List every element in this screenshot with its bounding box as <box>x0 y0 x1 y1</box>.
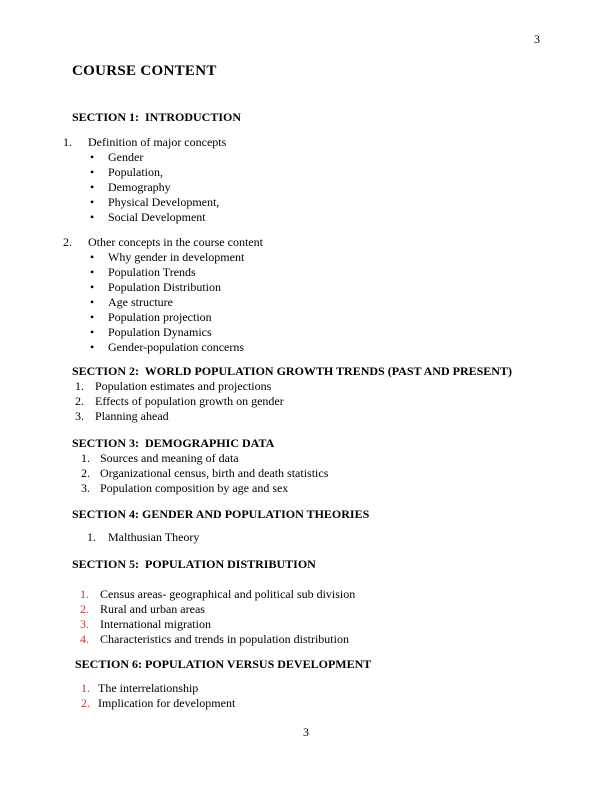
list-item-text: Sources and meaning of data <box>100 451 239 465</box>
list-item-text: Population composition by age and sex <box>100 481 289 495</box>
list-item-number: 1. <box>63 135 72 149</box>
list-item <box>0 632 612 647</box>
bullet-item <box>0 165 612 180</box>
list-item-number: 3. <box>81 481 90 495</box>
bullet-item <box>0 265 612 280</box>
section-2-heading: SECTION 2: WORLD POPULATION GROWTH TRENDS (PAST AND PRESENT) <box>72 364 512 378</box>
list-item-text: Other concepts in the course content <box>88 235 263 249</box>
bullet-item-text: Demography <box>108 180 171 194</box>
list-item <box>0 602 612 617</box>
list-item <box>0 681 612 696</box>
bullet-icon: • <box>90 195 95 209</box>
section-4-heading: SECTION 4: GENDER AND POPULATION THEORIES <box>72 507 370 521</box>
bullet-icon: • <box>90 280 95 294</box>
document-title: COURSE CONTENT <box>72 63 217 79</box>
list-item <box>0 409 612 424</box>
bullet-icon: • <box>90 250 95 264</box>
list-item-text: Planning ahead <box>95 409 169 423</box>
bullet-item <box>0 180 612 195</box>
footer-page-number: 3 <box>303 725 309 739</box>
list-item-number: 1. <box>81 681 90 695</box>
section-5-heading: SECTION 5: POPULATION DISTRIBUTION <box>72 557 316 571</box>
list-item <box>0 466 612 481</box>
list-item <box>0 530 612 545</box>
bullet-item-text: Population Trends <box>108 265 196 279</box>
bullet-icon: • <box>90 340 95 354</box>
list-item-text: Population estimates and projections <box>95 379 272 393</box>
list-item-number: 2. <box>75 394 84 408</box>
bullet-item <box>0 150 612 165</box>
bullet-icon: • <box>90 265 95 279</box>
list-item <box>0 587 612 602</box>
list-item-number: 2. <box>63 235 72 249</box>
list-item <box>0 394 612 409</box>
list-item-text: The interrelationship <box>98 681 199 695</box>
bullet-item-text: Population, <box>108 165 164 179</box>
section-3-heading: SECTION 3: DEMOGRAPHIC DATA <box>72 436 275 450</box>
bullet-item-text: Gender <box>108 150 144 164</box>
list-item <box>0 135 612 150</box>
list-item-number: 2. <box>81 696 90 710</box>
bullet-icon: • <box>90 150 95 164</box>
bullet-icon: • <box>90 180 95 194</box>
list-item-number: 1. <box>80 587 89 601</box>
bullet-item-text: Gender-population concerns <box>108 340 245 354</box>
bullet-item <box>0 210 612 225</box>
list-item-text: Characteristics and trends in population distribution <box>100 632 349 646</box>
bullet-item-text: Population Dynamics <box>108 325 212 339</box>
list-item-text: Organizational census, birth and death statistics <box>100 466 329 480</box>
bullet-item-text: Population Distribution <box>108 280 222 294</box>
list-item <box>0 379 612 394</box>
list-item-number: 3. <box>80 617 89 631</box>
list-item <box>0 481 612 496</box>
list-item-number: 1. <box>81 451 90 465</box>
bullet-icon: • <box>90 325 95 339</box>
list-item-number: 2. <box>81 466 90 480</box>
bullet-item <box>0 195 612 210</box>
list-item-text: Definition of major concepts <box>88 135 227 149</box>
list-item <box>0 696 612 711</box>
bullet-icon: • <box>90 210 95 224</box>
list-item-number: 2. <box>80 602 89 616</box>
list-item-number: 3. <box>75 409 84 423</box>
list-item-text: Census areas- geographical and political sub division <box>100 587 356 601</box>
bullet-item-text: Why gender in development <box>108 250 245 264</box>
section-6-heading: SECTION 6: POPULATION VERSUS DEVELOPMENT <box>72 657 372 671</box>
list-item <box>0 235 612 250</box>
bullet-item-text: Physical Development, <box>108 195 220 209</box>
header-page-number: 3 <box>534 32 540 46</box>
list-item-number: 4. <box>80 632 89 646</box>
list-item-number: 1. <box>87 530 96 544</box>
list-item-text: Rural and urban areas <box>100 602 205 616</box>
bullet-item <box>0 325 612 340</box>
bullet-item-text: Social Development <box>108 210 206 224</box>
section-1-heading: SECTION 1: INTRODUCTION <box>72 110 242 124</box>
bullet-item <box>0 295 612 310</box>
list-item-text: Malthusian Theory <box>108 530 200 544</box>
bullet-item <box>0 310 612 325</box>
list-item-number: 1. <box>75 379 84 393</box>
list-item-text: International migration <box>100 617 211 631</box>
bullet-icon: • <box>90 295 95 309</box>
bullet-item-text: Age structure <box>108 295 173 309</box>
bullet-item-text: Population projection <box>108 310 212 324</box>
bullet-icon: • <box>90 310 95 324</box>
bullet-item <box>0 250 612 265</box>
list-item <box>0 617 612 632</box>
bullet-item <box>0 340 612 355</box>
bullet-item <box>0 280 612 295</box>
list-item-text: Effects of population growth on gender <box>95 394 284 408</box>
list-item <box>0 451 612 466</box>
bullet-icon: • <box>90 165 95 179</box>
list-item-text: Implication for development <box>98 696 236 710</box>
